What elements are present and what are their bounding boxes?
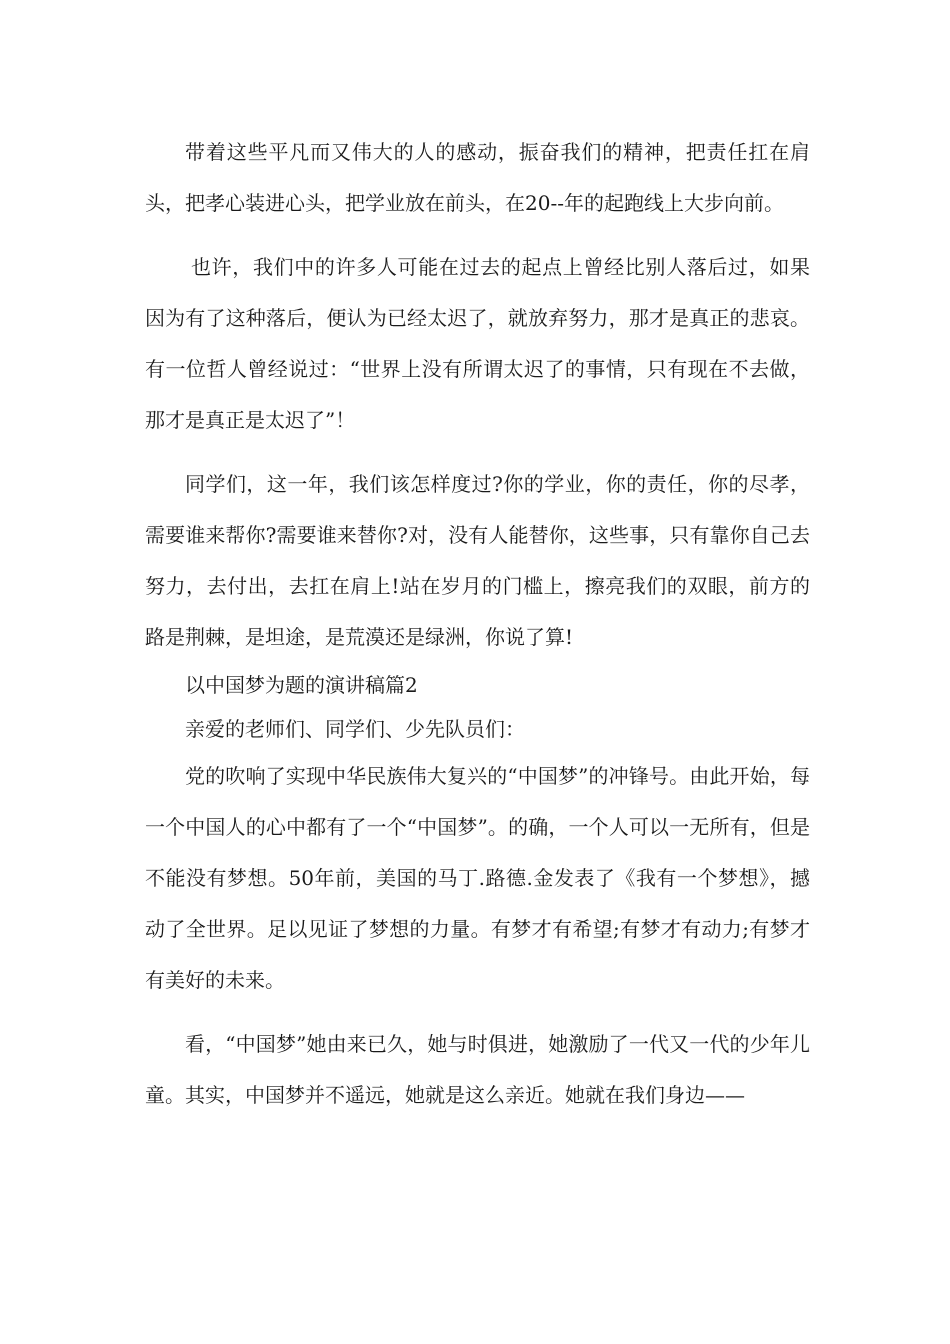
paragraph-3: 同学们，这一年，我们该怎样度过?你的学业，你的责任，你的尽孝，需要谁来帮你?需要谁来替你?对，没有人能替你，这些事，只有靠你自己去努力，去付出，去扛在肩上!站在岁月的门槛上，擦亮我们的双眼，前方的路是荆棘，是坦途，是荒漠还是绿洲，你说了算! <box>145 472 810 649</box>
document-body <box>145 127 810 1121</box>
paragraph-4: 党的吹响了实现中华民族伟大复兴的“中国梦”的冲锋号。由此开始，每一个中国人的心中都有了一个“中国梦”。的确，一个人可以一无所有，但是不能没有梦想。50年前，美国的马丁.路德.金发表了《我有一个梦想》，撼动了全世界。足以见证了梦想的力量。有梦才有希望;有梦才有动力;有梦才有美好的未来。 <box>145 764 810 992</box>
section-heading: 以中国梦为题的演讲稿篇2 <box>185 673 418 697</box>
paragraph-2: 也许，我们中的许多人可能在过去的起点上曾经比别人落后过，如果因为有了这种落后，便认为已经太迟了，就放弃努力，那才是真正的悲哀。有一位哲人曾经说过：“世界上没有所谓太迟了的事情，只有现在不去做，那才是真正是太迟了”！ <box>145 255 810 432</box>
salutation: 亲爱的老师们、同学们、少先队员们： <box>185 717 525 741</box>
paragraph-1: 带着这些平凡而又伟大的人的感动，振奋我们的精神，把责任扛在肩头，把孝心装进心头，把学业放在前头，在20--年的起跑线上大步向前。 <box>145 140 810 215</box>
paragraph-5: 看，“中国梦”她由来已久，她与时俱进，她激励了一代又一代的少年儿童。其实，中国梦并不遥远，她就是这么亲近。她就在我们身边—— <box>145 1032 810 1107</box>
